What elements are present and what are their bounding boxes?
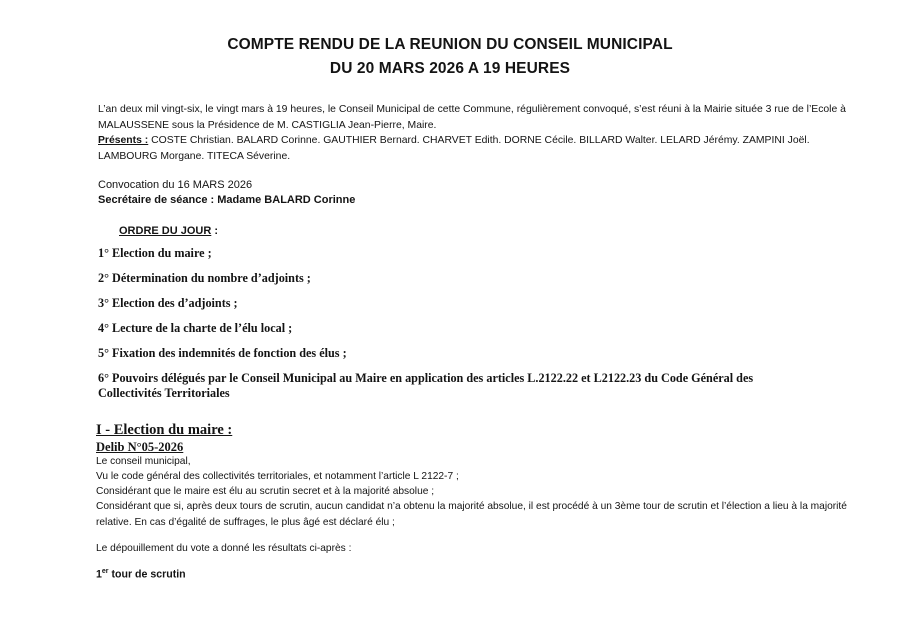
presents-label: Présents : — [98, 135, 149, 146]
body-line-4: Considérant que si, après deux tours de scrutin, aucun candidat n’a obtenu la majorité absolue, il est procédé à un 3ème tour de scrutin et l’élection a lieu à la majorité relative. En cas d’égalité de suffrages, le plus âgé est déclaré élu ; — [96, 501, 847, 528]
intro-text: L’an deux mil vingt-six, le vingt mars à 19 heures, le Conseil Municipal de cette Commune, régulièrement convoqué, s’est réuni à la Mairie située 3 rue de l’Ecole à MALAUSSENE sous la Présidence de M. CASTIGLIA Jean-Pierre, Maire. — [98, 104, 846, 131]
tour-number: 1 — [96, 568, 102, 581]
agenda-item-2: 2° Détermination du nombre d’adjoints ; — [98, 271, 311, 285]
ordre-du-jour-label: ORDRE DU JOUR — [119, 225, 212, 237]
deliberation-number: Delib N°05-2026 — [96, 440, 184, 454]
secretaire-de-seance: Secrétaire de séance : Madame BALARD Corinne — [98, 194, 356, 206]
agenda-item-3: 3° Election des d’adjoints ; — [98, 296, 238, 310]
document-title-line2: DU 20 MARS 2026 A 19 HEURES — [329, 60, 571, 77]
presents-list: COSTE Christian. BALARD Corinne. GAUTHIER Bernard. CHARVET Edith. DORNE Cécile. BILLARD Walter. LELARD Jérémy. ZAMPINI Joël. LAMBOURG Morgane. TITECA Séverine. — [98, 135, 810, 162]
agenda-item-5: 5° Fixation des indemnités de fonction des élus ; — [98, 346, 347, 360]
ordre-du-jour-heading — [119, 225, 218, 237]
agenda-item-1: 1° Election du maire ; — [98, 246, 212, 260]
premier-tour-heading — [96, 568, 186, 581]
agenda-item-4: 4° Lecture de la charte de l’élu local ; — [98, 321, 293, 335]
section-heading-election-maire: I - Election du maire : — [96, 422, 233, 438]
ordre-du-jour-colon: : — [211, 225, 219, 237]
body-line-2: Vu le code général des collectivités territoriales, et notamment l’article L 2122-7 ; — [96, 471, 459, 482]
tour-superscript: er — [101, 568, 109, 575]
intro-paragraph — [98, 102, 858, 164]
body-line-3: Considérant que le maire est élu au scrutin secret et à la majorité absolue ; — [96, 486, 435, 497]
body-line-1: Le conseil municipal, — [96, 456, 191, 467]
convocation-date: Convocation du 16 MARS 2026 — [98, 179, 253, 191]
depouillement-text: Le dépouillement du vote a donné les résultats ci-après : — [96, 543, 352, 554]
agenda-item-6: 6° Pouvoirs délégués par le Conseil Municipal au Maire en application des articles L.2122.22 et L2122.23 du Code Général des Collectivités Territoriales — [98, 371, 754, 400]
tour-text: tour de scrutin — [108, 568, 186, 581]
document-title-line1: COMPTE RENDU DE LA REUNION DU CONSEIL MUNICIPAL — [227, 36, 673, 53]
